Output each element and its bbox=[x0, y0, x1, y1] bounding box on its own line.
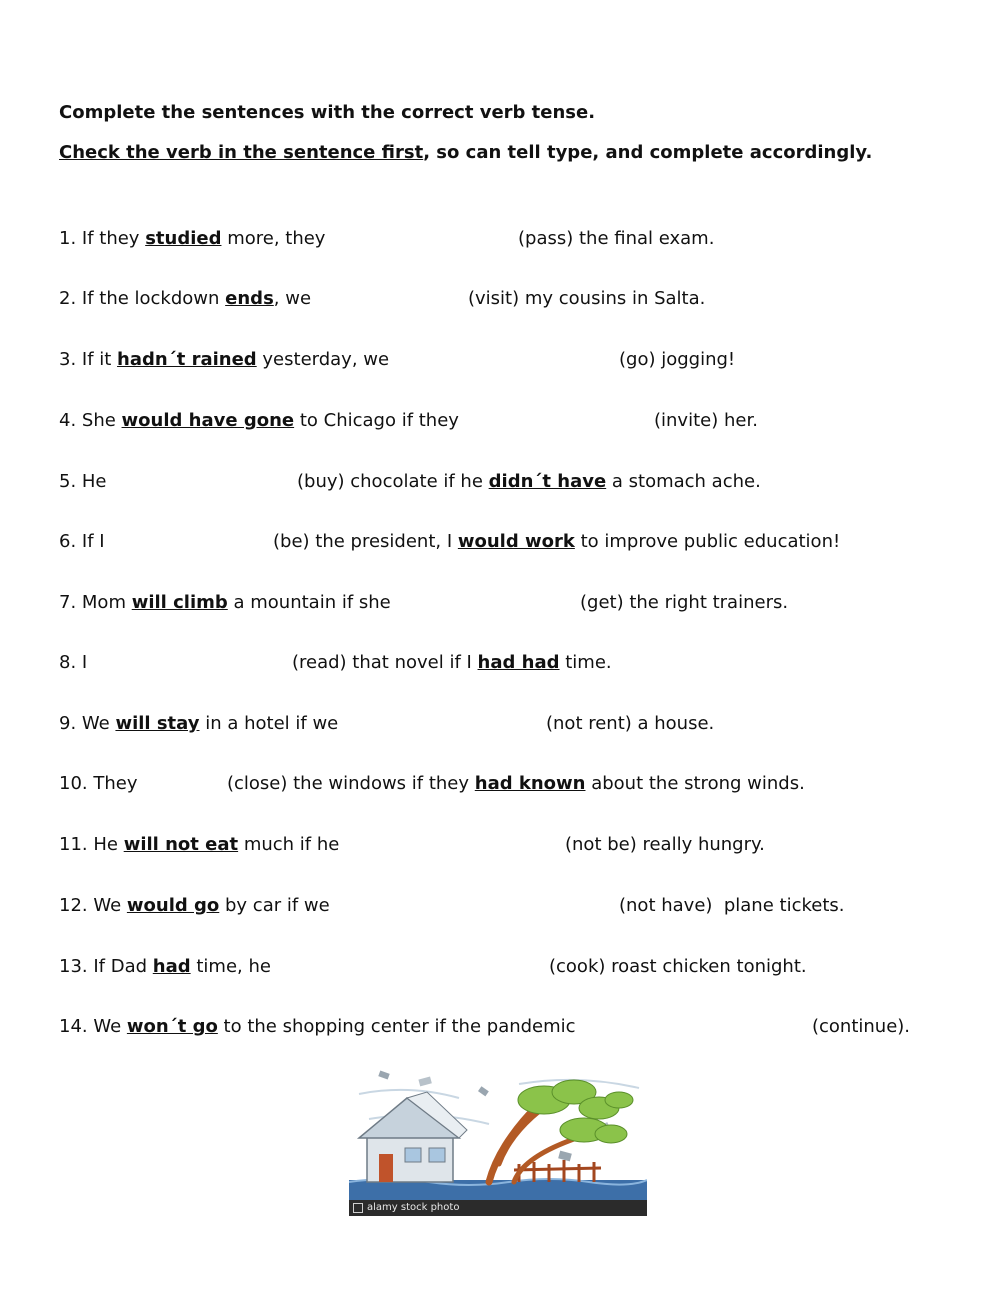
sentence-8 bbox=[59, 652, 959, 676]
sentence-12 bbox=[59, 895, 959, 919]
sentence-2 bbox=[59, 288, 959, 312]
alamy-logo-icon bbox=[353, 1203, 363, 1213]
sentence-9 bbox=[59, 713, 959, 737]
sentence-text: 14. We won´t go to the shopping center if the pandemic bbox=[59, 1016, 576, 1037]
verb-keyword: hadn´t rained bbox=[117, 349, 257, 370]
sentence-11 bbox=[59, 834, 959, 858]
verb-keyword: would go bbox=[126, 895, 220, 916]
verb-cue: (close) the windows if they bbox=[227, 773, 475, 794]
verb-keyword: will climb bbox=[131, 592, 228, 613]
watermark-text: alamy stock photo bbox=[367, 1202, 460, 1213]
sentence-text: 2. If the lockdown ends, we bbox=[59, 288, 312, 309]
watermark-bar bbox=[349, 1200, 647, 1216]
sentence-text: 3. If it hadn´t rained yesterday, we bbox=[59, 349, 390, 370]
instruction-line-2 bbox=[59, 142, 872, 163]
verb-cue: (pass) the final exam. bbox=[518, 228, 715, 249]
verb-cue: (invite) her. bbox=[654, 410, 758, 431]
sentence-text: 7. Mom will climb a mountain if she bbox=[59, 592, 391, 613]
instruction-line-1: Complete the sentences with the correct verb tense. bbox=[59, 102, 596, 123]
sentence-7 bbox=[59, 592, 959, 616]
verb-keyword: studied bbox=[145, 228, 222, 249]
verb-keyword: will stay bbox=[115, 713, 200, 734]
storm-scene-graphic bbox=[349, 1064, 647, 1200]
verb-keyword: will not eat bbox=[123, 834, 239, 855]
sentence-rest: (be) the president, I would work to improve public education! bbox=[273, 531, 841, 552]
verb-cue: (visit) my cousins in Salta. bbox=[468, 288, 706, 309]
verb-keyword: had bbox=[152, 956, 191, 977]
sentence-rest: (read) that novel if I had had time. bbox=[292, 652, 612, 673]
sentence-text: 13. If Dad had time, he bbox=[59, 956, 271, 977]
sentence-start: 8. I bbox=[59, 652, 88, 673]
verb-cue: (read) that novel if I bbox=[292, 652, 478, 673]
verb-keyword: won´t go bbox=[126, 1016, 218, 1037]
verb-cue: (not rent) a house. bbox=[546, 713, 715, 734]
instruction-underlined: Check the verb in the sentence first bbox=[59, 142, 424, 163]
sentence-5 bbox=[59, 471, 959, 495]
sentence-text: 11. He will not eat much if he bbox=[59, 834, 340, 855]
sentence-rest: (buy) chocolate if he didn´t have a stomach ache. bbox=[297, 471, 761, 492]
sentence-start: 10. They bbox=[59, 773, 138, 794]
sentence-text: 1. If they studied more, they bbox=[59, 228, 326, 249]
verb-cue: (not have) plane tickets. bbox=[619, 895, 845, 916]
sentence-1 bbox=[59, 228, 959, 252]
storm-illustration bbox=[349, 1064, 647, 1216]
verb-keyword: would have gone bbox=[121, 410, 295, 431]
sentence-13 bbox=[59, 956, 959, 980]
verb-keyword: had had bbox=[477, 652, 560, 673]
verb-cue: (get) the right trainers. bbox=[580, 592, 789, 613]
verb-keyword: ends bbox=[225, 288, 274, 309]
verb-keyword: had known bbox=[474, 773, 586, 794]
verb-cue: (go) jogging! bbox=[619, 349, 736, 370]
sentence-start: 5. He bbox=[59, 471, 107, 492]
verb-cue: (buy) chocolate if he bbox=[297, 471, 489, 492]
sentence-start: 6. If I bbox=[59, 531, 105, 552]
verb-keyword: didn´t have bbox=[488, 471, 607, 492]
sentence-6 bbox=[59, 531, 959, 555]
sentence-rest: (close) the windows if they had known about the strong winds. bbox=[227, 773, 805, 794]
sentence-text: 4. She would have gone to Chicago if they bbox=[59, 410, 459, 431]
verb-cue: (not be) really hungry. bbox=[565, 834, 765, 855]
sentence-14 bbox=[59, 1016, 959, 1040]
verb-cue: (be) the president, I bbox=[273, 531, 458, 552]
sentence-4 bbox=[59, 410, 959, 434]
sentence-text: 12. We would go by car if we bbox=[59, 895, 330, 916]
verb-cue: (cook) roast chicken tonight. bbox=[549, 956, 807, 977]
verb-keyword: would work bbox=[457, 531, 575, 552]
sentence-text: 9. We will stay in a hotel if we bbox=[59, 713, 339, 734]
instruction-rest: , so can tell type, and complete accordingly. bbox=[423, 142, 873, 163]
verb-cue: (continue). bbox=[812, 1016, 911, 1037]
sentence-10 bbox=[59, 773, 959, 797]
sentence-3 bbox=[59, 349, 959, 373]
